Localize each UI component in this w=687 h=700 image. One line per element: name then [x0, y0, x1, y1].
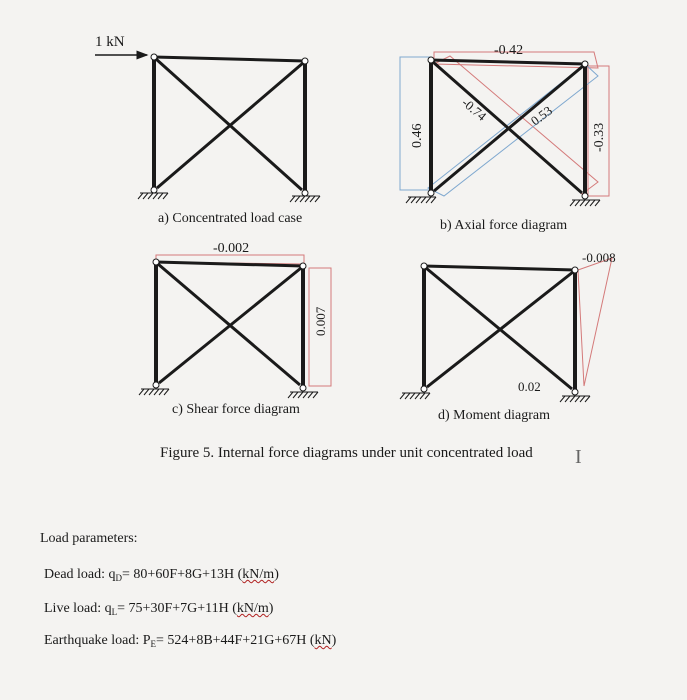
dead-load-line: Dead load: $q_D= 80+60F+8G+13H$ (kN/m)	[44, 567, 279, 583]
fixed-support	[400, 393, 430, 399]
live-load-line: Live load: $q_L= 75+30F+7G+11H$ (kN/m)	[44, 601, 274, 617]
top-beam	[154, 57, 305, 61]
load-parameters-heading: Load parameters:	[40, 531, 138, 546]
panel-b-title: b) Axial force diagram	[440, 218, 568, 233]
joint	[151, 54, 157, 60]
axial-right-value: -0.33	[592, 122, 607, 152]
support-joint	[302, 190, 308, 196]
shear-right-value: 0.007	[313, 306, 328, 336]
support-joint	[428, 190, 434, 196]
support-joint	[153, 382, 159, 388]
support-joint	[572, 389, 578, 395]
support-joint	[300, 385, 306, 391]
joint	[302, 58, 308, 64]
shear-top-value: -0.002	[213, 241, 250, 256]
panel-a-concentrated-load	[95, 54, 320, 202]
load-label: 1 kN	[95, 34, 125, 50]
axial-brace-1-value: -0.74	[459, 94, 490, 124]
support-joint	[582, 193, 588, 199]
support-joint	[151, 187, 157, 193]
top-beam	[424, 266, 575, 270]
earthquake-load-line: Earthquake load: $P_E= 524+8B+44F+21G+67H$ (kN)	[44, 633, 337, 649]
joint	[153, 259, 159, 265]
fixed-support	[288, 392, 318, 398]
figure-caption: Figure 5. Internal force diagrams under unit concentrated load	[160, 445, 533, 461]
panel-c-shear-force	[139, 255, 331, 398]
axial-left-value: 0.46	[410, 123, 425, 148]
text-cursor-icon: I	[575, 446, 582, 468]
fixed-support	[560, 396, 590, 402]
joint	[428, 57, 434, 63]
axial-brace-2-value: 0.53	[527, 102, 555, 129]
moment-base-value: 0.02	[518, 379, 541, 394]
left-column-axial-band	[400, 57, 430, 190]
top-beam	[156, 262, 303, 266]
support-joint	[421, 386, 427, 392]
right-column-moment-band	[578, 258, 612, 386]
axial-top-value: -0.42	[494, 43, 524, 58]
moment-corner-value: -0.008	[582, 250, 616, 265]
fixed-support	[570, 200, 600, 206]
panel-c-title: c) Shear force diagram	[172, 402, 300, 417]
fixed-support	[406, 197, 436, 203]
fixed-support	[139, 389, 169, 395]
joint	[572, 267, 578, 273]
panel-d-title: d) Moment diagram	[438, 408, 550, 423]
panel-d-moment	[400, 258, 612, 402]
panel-b-axial-force	[400, 52, 609, 206]
top-beam	[431, 60, 585, 64]
joint	[582, 61, 588, 67]
fixed-support	[138, 193, 168, 199]
joint	[421, 263, 427, 269]
brace-1-axial-band	[434, 56, 598, 194]
fixed-support	[290, 196, 320, 202]
joint	[300, 263, 306, 269]
panel-a-title: a) Concentrated load case	[158, 211, 303, 226]
